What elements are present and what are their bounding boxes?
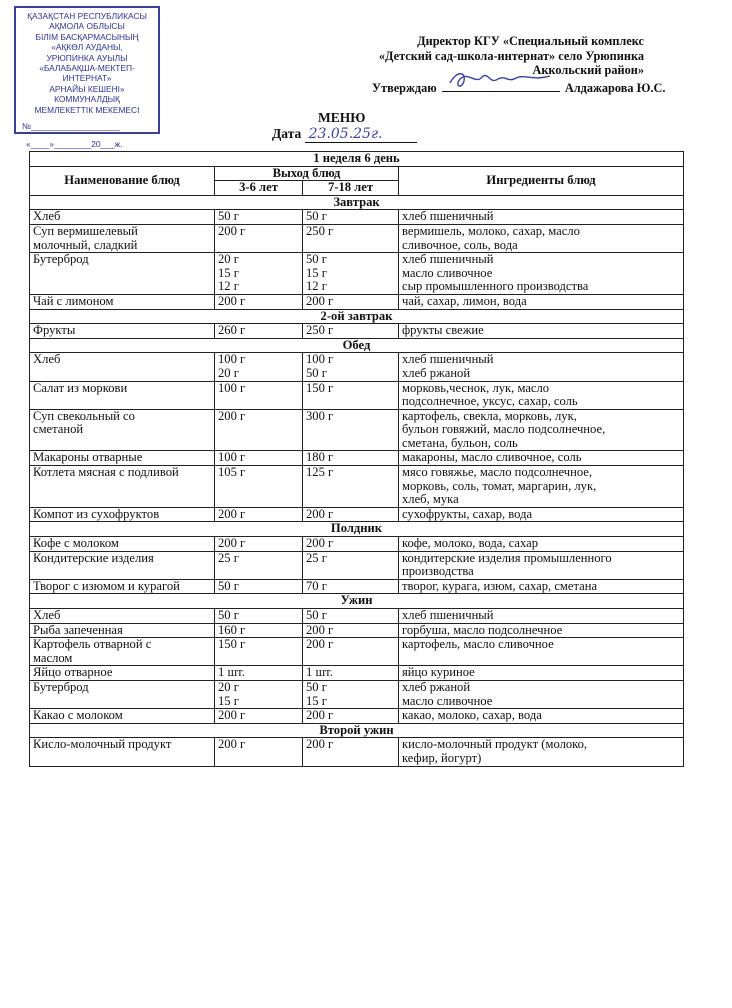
ingredients-line: сметана, бульон, соль xyxy=(402,435,518,450)
table-row xyxy=(30,609,684,624)
yield-3-6 xyxy=(215,638,303,666)
dish-name xyxy=(30,294,215,309)
section-title: Ужин xyxy=(30,594,684,609)
yield-3-6 xyxy=(215,709,303,724)
dish-name-line: Картофель отварной с xyxy=(33,637,152,652)
yield-3-6 xyxy=(215,294,303,309)
table-row xyxy=(30,353,684,381)
yield-3-6-line: 25 г xyxy=(218,550,239,565)
dish-name xyxy=(30,381,215,409)
dish-name xyxy=(30,353,215,381)
ingredients xyxy=(399,623,684,638)
table-row xyxy=(30,451,684,466)
ingredients-line: бульон говяжий, масло подсолнечное, xyxy=(402,422,606,437)
ingredients-line: хлеб, мука xyxy=(402,492,459,507)
yield-7-18-line: 50 г xyxy=(306,608,327,622)
ingredients-line: яйцо куриное xyxy=(402,665,475,680)
yield-3-6-line: 200 г xyxy=(218,293,246,308)
yield-7-18-line: 250 г xyxy=(306,323,334,338)
header-yield: Выход блюд xyxy=(215,166,399,181)
yield-7-18 xyxy=(303,709,399,724)
yield-7-18 xyxy=(303,666,399,681)
dish-name xyxy=(30,551,215,579)
yield-3-6-line: 200 г xyxy=(218,408,246,423)
ingredients-line: хлеб пшеничный xyxy=(402,209,494,224)
ingredients-line: какао, молоко, сахар, вода xyxy=(402,708,542,723)
dish-name xyxy=(30,680,215,708)
dish-name-line: Хлеб xyxy=(33,608,61,622)
approval-line-1: Директор КГУ «Специальный комплекс xyxy=(417,34,644,48)
yield-7-18-line: 200 г xyxy=(306,536,334,551)
yield-3-6-line: 100 г xyxy=(218,380,246,395)
section-header-row xyxy=(30,309,684,324)
table-row xyxy=(30,638,684,666)
yield-7-18-line: 1 шт. xyxy=(306,665,333,680)
ingredients-line: производства xyxy=(402,564,474,579)
ingredients-line: сливочное, соль, вода xyxy=(402,237,518,252)
dish-name xyxy=(30,709,215,724)
stamp-line: ҚАЗАҚСТАН РЕСПУБЛИКАСЫ xyxy=(27,11,147,21)
section-title: Завтрак xyxy=(30,195,684,210)
dish-name xyxy=(30,537,215,552)
yield-3-6 xyxy=(215,507,303,522)
yield-3-6-line: 15 г xyxy=(218,265,239,280)
yield-7-18 xyxy=(303,638,399,666)
stamp-line: МЕМЛЕКЕТТІК МЕКЕМЕСІ xyxy=(34,104,140,115)
yield-3-6-line: 200 г xyxy=(218,708,246,723)
dish-name-line: Хлеб xyxy=(33,209,61,224)
dish-name-line: Суп свекольный со xyxy=(33,408,135,423)
yield-7-18-line: 200 г xyxy=(306,708,334,723)
table-row xyxy=(30,324,684,339)
yield-3-6-line: 12 г xyxy=(218,279,239,294)
table-row xyxy=(30,409,684,451)
yield-3-6-line: 200 г xyxy=(218,737,246,752)
ingredients xyxy=(399,253,684,295)
menu-date xyxy=(272,126,417,143)
ingredients xyxy=(399,381,684,409)
yield-3-6 xyxy=(215,353,303,381)
yield-3-6 xyxy=(215,623,303,638)
ingredients-line: чай, сахар, лимон, вода xyxy=(402,293,527,308)
table-row xyxy=(30,666,684,681)
dish-name-line: Какао с молоком xyxy=(33,708,123,723)
section-header-row xyxy=(30,522,684,537)
stamp-line: КОММУНАЛДЫҚ xyxy=(54,94,120,105)
yield-7-18-line: 15 г xyxy=(306,693,327,708)
dish-name-line: Кофе с молоком xyxy=(33,536,119,551)
yield-3-6-line: 1 шт. xyxy=(218,665,245,680)
dish-name xyxy=(30,638,215,666)
yield-7-18-line: 300 г xyxy=(306,408,334,423)
yield-3-6 xyxy=(215,253,303,295)
yield-7-18-line: 50 г xyxy=(306,209,327,224)
yield-3-6-line: 50 г xyxy=(218,209,239,224)
header-age-7-18: 7-18 лет xyxy=(303,181,399,196)
yield-7-18-line: 50 г xyxy=(306,679,327,694)
dish-name xyxy=(30,609,215,624)
table-row xyxy=(30,537,684,552)
director-name: Алдажарова Ю.С. xyxy=(564,81,666,95)
ingredients xyxy=(399,680,684,708)
header-ingredients: Ингредиенты блюд xyxy=(399,166,684,195)
yield-7-18 xyxy=(303,623,399,638)
ingredients-line: сухофрукты, сахар, вода xyxy=(402,506,533,521)
yield-3-6-line: 50 г xyxy=(218,608,239,622)
official-stamp xyxy=(14,6,160,150)
ingredients-line: горбуша, масло подсолнечное xyxy=(402,622,563,637)
dish-name-line: Фрукты xyxy=(33,323,76,338)
table-row xyxy=(30,381,684,409)
yield-3-6 xyxy=(215,381,303,409)
ingredients-line: подсолнечное, уксус, сахар, соль xyxy=(402,394,578,409)
yield-3-6 xyxy=(215,451,303,466)
dish-name xyxy=(30,451,215,466)
ingredients xyxy=(399,451,684,466)
section-title: Второй ужин xyxy=(30,723,684,738)
table-row xyxy=(30,738,684,766)
ingredients xyxy=(399,579,684,594)
dish-name-line: Салат из моркови xyxy=(33,380,128,395)
section-title: Обед xyxy=(30,338,684,353)
yield-7-18 xyxy=(303,224,399,252)
menu-body xyxy=(30,195,684,766)
dish-name-line: Бутерброд xyxy=(33,252,89,267)
yield-3-6 xyxy=(215,224,303,252)
ingredients xyxy=(399,324,684,339)
approve-label: Утверждаю xyxy=(372,81,437,95)
date-label: Дата xyxy=(272,126,302,141)
signature xyxy=(442,79,560,92)
ingredients xyxy=(399,537,684,552)
yield-3-6-line: 15 г xyxy=(218,693,239,708)
menu-table xyxy=(29,151,684,767)
ingredients xyxy=(399,210,684,225)
yield-3-6-line: 160 г xyxy=(218,622,246,637)
dish-name-line: Кондитерские изделия xyxy=(33,550,154,565)
table-row xyxy=(30,210,684,225)
ingredients xyxy=(399,466,684,508)
dish-name-line: Суп вермишелевый xyxy=(33,223,138,238)
yield-3-6 xyxy=(215,551,303,579)
ingredients-line: хлеб ржаной xyxy=(402,365,471,380)
dish-name-line: маслом xyxy=(33,650,73,665)
ingredients-line: кондитерские изделия промышленного xyxy=(402,550,612,565)
section-title: 2-ой завтрак xyxy=(30,309,684,324)
yield-7-18-line: 50 г xyxy=(306,365,327,380)
ingredients-line: картофель, масло сливочное xyxy=(402,637,554,652)
dish-name-line: молочный, сладкий xyxy=(33,237,138,252)
ingredients xyxy=(399,353,684,381)
section-header-row xyxy=(30,338,684,353)
ingredients-line: кофе, молоко, вода, сахар xyxy=(402,536,539,551)
yield-7-18 xyxy=(303,507,399,522)
table-row xyxy=(30,224,684,252)
yield-3-6 xyxy=(215,609,303,624)
dish-name xyxy=(30,224,215,252)
table-row xyxy=(30,579,684,594)
yield-7-18 xyxy=(303,537,399,552)
yield-7-18-line: 50 г xyxy=(306,252,327,267)
stamp-line: АҚМОЛА ОБЛЫСЫ xyxy=(49,21,125,32)
stamp-line: БІЛІМ БАСҚАРМАСЫНЫҢ xyxy=(35,31,139,42)
section-header-row xyxy=(30,723,684,738)
yield-7-18 xyxy=(303,353,399,381)
yield-3-6 xyxy=(215,324,303,339)
yield-3-6 xyxy=(215,409,303,451)
approval-line-3: Аккольский район» xyxy=(532,63,644,78)
dish-name-line: Кисло-молочный продукт xyxy=(33,737,172,752)
yield-3-6-line: 100 г xyxy=(218,352,246,367)
stamp-line: УРЮПИНКА АУЫЛЫ xyxy=(46,52,128,63)
ingredients-line: хлеб ржаной xyxy=(402,679,471,694)
table-row xyxy=(30,623,684,638)
ingredients-line: масло сливочное xyxy=(402,265,493,280)
dish-name xyxy=(30,623,215,638)
ingredients-line: хлеб пшеничный xyxy=(402,352,494,367)
header-dish: Наименование блюд xyxy=(30,166,215,195)
yield-7-18-line: 180 г xyxy=(306,450,334,465)
ingredients-line: макароны, масло сливочное, соль xyxy=(402,450,582,465)
dish-name-line: Хлеб xyxy=(33,352,61,367)
dish-name xyxy=(30,210,215,225)
yield-3-6-line: 50 г xyxy=(218,578,239,593)
dish-name xyxy=(30,666,215,681)
ingredients xyxy=(399,738,684,766)
dish-name xyxy=(30,579,215,594)
table-row xyxy=(30,466,684,508)
table-row xyxy=(30,294,684,309)
yield-7-18-line: 250 г xyxy=(306,223,334,238)
table-row xyxy=(30,507,684,522)
yield-3-6-line: 20 г xyxy=(218,252,239,267)
yield-7-18 xyxy=(303,210,399,225)
dish-name xyxy=(30,409,215,451)
yield-7-18-line: 150 г xyxy=(306,380,334,395)
dish-name xyxy=(30,324,215,339)
page-title: МЕНЮ xyxy=(318,110,366,125)
dish-name-line: Бутерброд xyxy=(33,679,89,694)
section-header-row xyxy=(30,195,684,210)
yield-7-18-line: 70 г xyxy=(306,578,327,593)
yield-7-18 xyxy=(303,551,399,579)
ingredients-line: масло сливочное xyxy=(402,693,493,708)
section-header-row xyxy=(30,594,684,609)
yield-7-18 xyxy=(303,609,399,624)
ingredients-line: мясо говяжье, масло подсолнечное, xyxy=(402,465,593,480)
table-row xyxy=(30,680,684,708)
dish-name-line: сметаной xyxy=(33,422,84,437)
yield-3-6 xyxy=(215,666,303,681)
approval-line-2: «Детский сад-школа-интернат» село Урюпинка xyxy=(378,48,644,63)
yield-7-18-line: 200 г xyxy=(306,737,334,752)
ingredients xyxy=(399,666,684,681)
yield-7-18 xyxy=(303,680,399,708)
yield-7-18 xyxy=(303,294,399,309)
table-row xyxy=(30,709,684,724)
dish-name-line: Творог с изюмом и курагой xyxy=(33,578,180,593)
yield-3-6 xyxy=(215,738,303,766)
ingredients-line: картофель, свекла, морковь, лук, xyxy=(402,408,577,423)
yield-3-6-line: 200 г xyxy=(218,506,246,521)
section-title: Полдник xyxy=(30,522,684,537)
ingredients-line: морковь,чеснок, лук, масло xyxy=(402,380,550,395)
yield-7-18 xyxy=(303,738,399,766)
yield-7-18-line: 125 г xyxy=(306,465,334,480)
yield-7-18-line: 200 г xyxy=(306,637,334,652)
ingredients-line: сыр промышленного производства xyxy=(402,279,589,294)
yield-3-6-line: 200 г xyxy=(218,223,246,238)
ingredients-line: кисло-молочный продукт (молоко, xyxy=(402,737,588,752)
stamp-line: «БАЛАБАҚША-МЕКТЕП-ИНТЕРНАТ» xyxy=(39,63,135,84)
yield-7-18 xyxy=(303,579,399,594)
yield-7-18-line: 200 г xyxy=(306,506,334,521)
stamp-date-line: «____»________20___ж. xyxy=(26,139,123,150)
yield-3-6 xyxy=(215,466,303,508)
dish-name-line: Яйцо отварное xyxy=(33,665,113,680)
dish-name xyxy=(30,738,215,766)
ingredients xyxy=(399,609,684,624)
yield-7-18 xyxy=(303,381,399,409)
yield-3-6-line: 20 г xyxy=(218,679,239,694)
yield-7-18 xyxy=(303,409,399,451)
yield-3-6-line: 260 г xyxy=(218,323,246,338)
yield-3-6-line: 150 г xyxy=(218,637,246,652)
week-day-row xyxy=(30,152,684,167)
dish-name-line: Котлета мясная с подливой xyxy=(33,465,179,480)
ingredients xyxy=(399,294,684,309)
dish-name xyxy=(30,466,215,508)
yield-3-6 xyxy=(215,537,303,552)
ingredients xyxy=(399,507,684,522)
yield-7-18-line: 25 г xyxy=(306,550,327,565)
ingredients xyxy=(399,224,684,252)
yield-7-18-line: 15 г xyxy=(306,265,327,280)
yield-7-18 xyxy=(303,466,399,508)
yield-3-6 xyxy=(215,210,303,225)
table-row xyxy=(30,551,684,579)
yield-7-18-line: 100 г xyxy=(306,352,334,367)
ingredients xyxy=(399,551,684,579)
week-day-label: 1 неделя 6 день xyxy=(30,152,684,167)
ingredients-line: фрукты свежие xyxy=(402,323,484,338)
ingredients-line: вермишель, молоко, сахар, масло xyxy=(402,223,580,238)
dish-name-line: Рыба запеченная xyxy=(33,622,123,637)
stamp-line: «АҚКӨЛ АУДАНЫ, xyxy=(51,42,123,53)
ingredients-line: хлеб пшеничный xyxy=(402,608,494,622)
yield-7-18-line: 200 г xyxy=(306,622,334,637)
stamp-line: АРНАЙЫ КЕШЕНІ» xyxy=(49,83,125,94)
ingredients-line: морковь, соль, томат, маргарин, лук, xyxy=(402,478,597,493)
dish-name xyxy=(30,507,215,522)
dish-name xyxy=(30,253,215,295)
yield-3-6-line: 200 г xyxy=(218,536,246,551)
stamp-number-line: №___________________ xyxy=(22,121,120,132)
ingredients xyxy=(399,409,684,451)
ingredients xyxy=(399,709,684,724)
ingredients-line: кефир, йогурт) xyxy=(402,750,482,765)
dish-name-line: Чай с лимоном xyxy=(33,293,114,308)
dish-name-line: Макароны отварные xyxy=(33,450,143,465)
ingredients xyxy=(399,638,684,666)
approval-signature-line xyxy=(372,79,665,96)
ingredients-line: творог, курага, изюм, сахар, сметана xyxy=(402,578,598,593)
yield-7-18 xyxy=(303,253,399,295)
date-value: 23.05.25г. xyxy=(305,126,417,143)
table-row xyxy=(30,253,684,295)
yield-7-18 xyxy=(303,324,399,339)
yield-7-18-line: 200 г xyxy=(306,293,334,308)
stamp-text xyxy=(18,11,156,115)
header-age-3-6: 3-6 лет xyxy=(215,181,303,196)
yield-3-6 xyxy=(215,579,303,594)
ingredients-line: хлеб пшеничный xyxy=(402,252,494,267)
yield-3-6-line: 105 г xyxy=(218,465,246,480)
yield-3-6-line: 100 г xyxy=(218,450,246,465)
dish-name-line: Компот из сухофруктов xyxy=(33,506,160,521)
yield-7-18-line: 12 г xyxy=(306,279,327,294)
yield-3-6-line: 20 г xyxy=(218,365,239,380)
yield-3-6 xyxy=(215,680,303,708)
yield-7-18 xyxy=(303,451,399,466)
